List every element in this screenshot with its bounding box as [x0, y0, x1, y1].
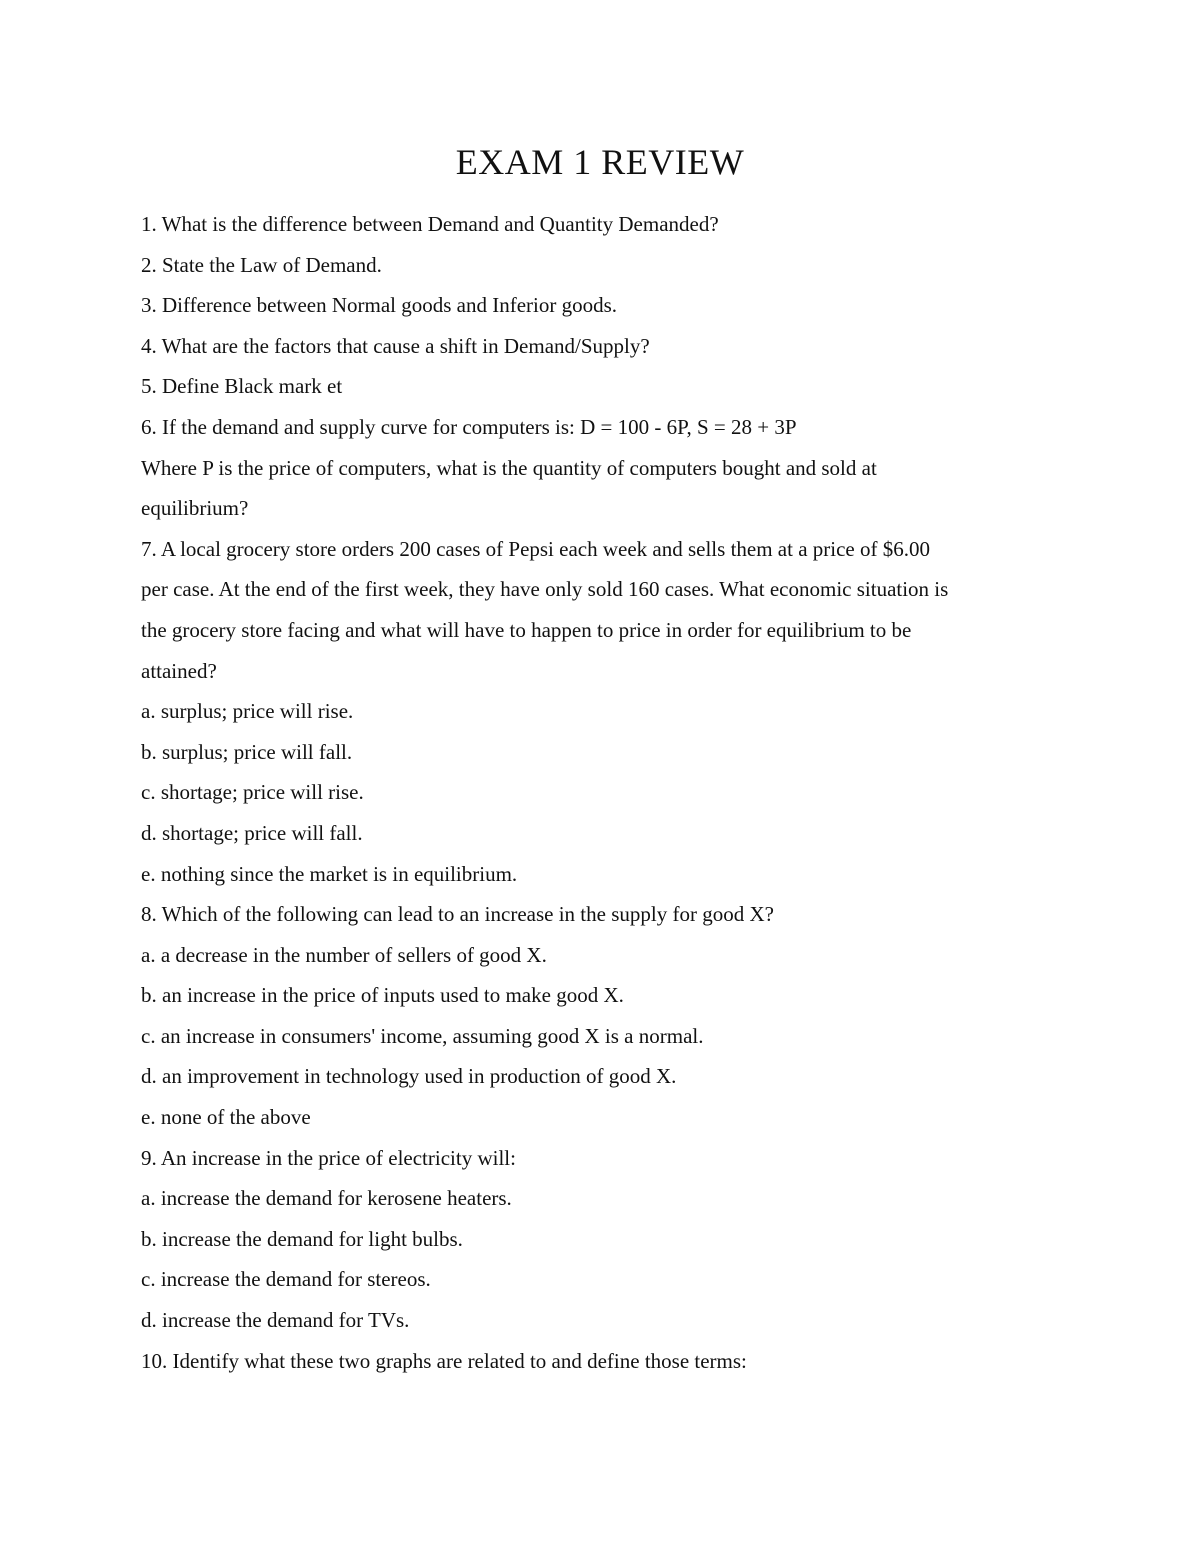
answer-option: d. increase the demand for TVs. — [141, 1308, 410, 1333]
question-line: 3. Difference between Normal goods and Inferior goods. — [141, 293, 618, 318]
answer-option: c. shortage; price will rise. — [141, 780, 364, 805]
question-line: attained? — [141, 658, 217, 683]
answer-option: c. an increase in consumers' income, assuming good X is a normal. — [141, 1023, 704, 1048]
answer-option: d. shortage; price will fall. — [141, 820, 363, 845]
answer-option: b. an increase in the price of inputs used to make good X. — [141, 983, 624, 1008]
answer-option: b. increase the demand for light bulbs. — [141, 1226, 463, 1251]
answer-option: a. increase the demand for kerosene heaters. — [141, 1186, 512, 1211]
question-list — [141, 204, 1071, 1381]
question-line: 2. State the Law of Demand. — [141, 252, 382, 277]
question-line: 7. A local grocery store orders 200 cases of Pepsi each week and sells them at a price of $6.00 — [141, 536, 930, 561]
answer-option: e. nothing since the market is in equilibrium. — [141, 861, 518, 886]
page-title: EXAM 1 REVIEW — [455, 142, 745, 182]
question-line: 4. What are the factors that cause a shift in Demand/Supply? — [141, 333, 650, 358]
question-line: 9. An increase in the price of electricity will: — [141, 1145, 516, 1170]
answer-option: b. surplus; price will fall. — [141, 739, 353, 764]
question-line: equilibrium? — [141, 496, 249, 521]
question-line: 1. What is the difference between Demand and Quantity Demanded? — [141, 212, 719, 236]
answer-option: a. a decrease in the number of sellers of good X. — [141, 942, 547, 967]
answer-option: e. none of the above — [141, 1105, 311, 1130]
question-line: the grocery store facing and what will have to happen to price in order for equilibrium to be — [141, 617, 912, 642]
question-line: 6. If the demand and supply curve for computers is: D = 100 - 6P, S = 28 + 3P — [141, 414, 797, 439]
answer-option: a. surplus; price will rise. — [141, 699, 354, 724]
question-line: Where P is the price of computers, what is the quantity of computers bought and sold at — [141, 455, 877, 480]
question-line: 10. Identify what these two graphs are related to and define those terms: — [141, 1348, 747, 1373]
question-line: 5. Define Black mark et — [141, 374, 343, 399]
answer-option: c. increase the demand for stereos. — [141, 1267, 431, 1292]
question-line: 8. Which of the following can lead to an increase in the supply for good X? — [141, 902, 774, 927]
question-line: per case. At the end of the first week, they have only sold 160 cases. What economic situation is — [141, 577, 949, 602]
answer-option: d. an improvement in technology used in production of good X. — [141, 1064, 677, 1089]
